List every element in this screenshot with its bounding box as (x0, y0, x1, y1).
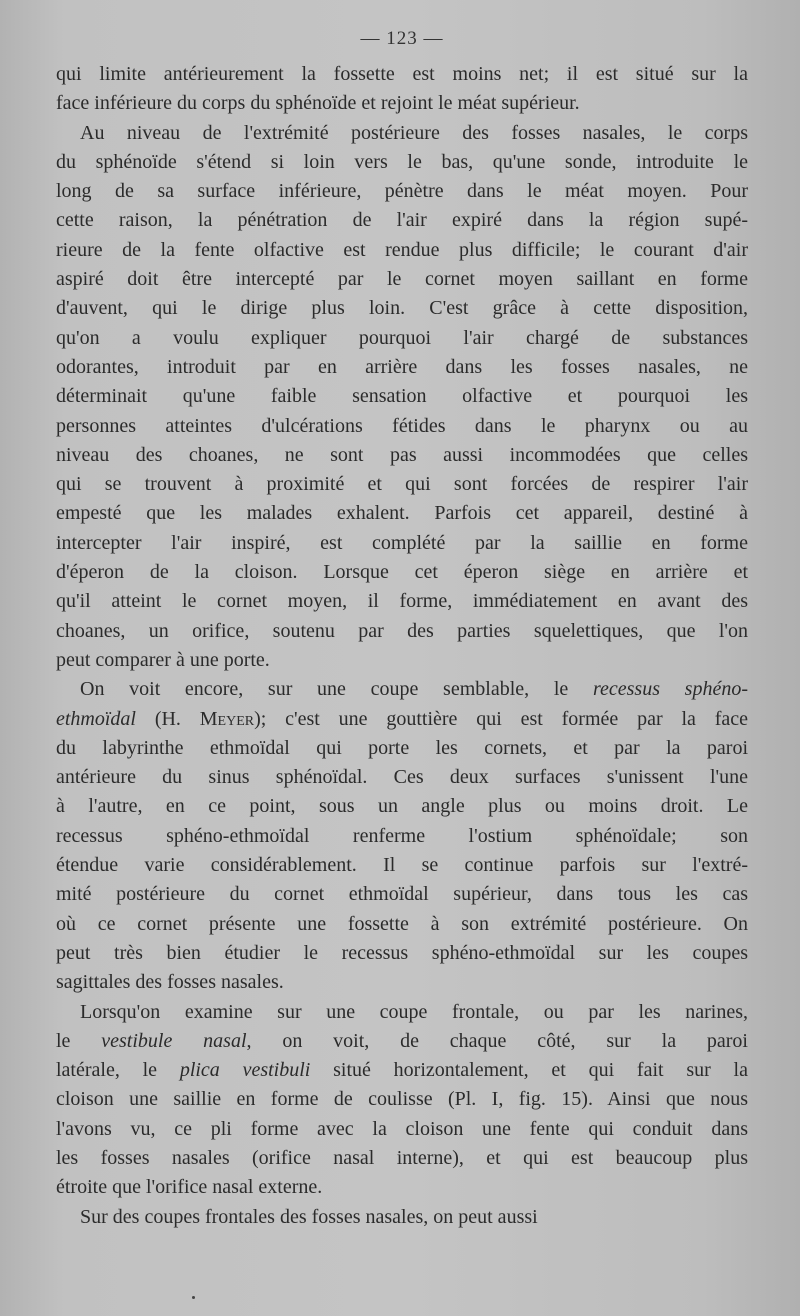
paragraph (56, 1203, 748, 1232)
text-line: qu'il atteint le cornet moyen, il forme, immédiatement en avant des (56, 590, 748, 613)
text-line: recessus sphéno-ethmoïdal renferme l'ostium sphénoïdale; son (56, 824, 748, 847)
text-line: cloison une saillie en forme de coulisse (Pl. I, fig. 15). Ainsi que nous (56, 1088, 748, 1111)
text-line: Au niveau de l'extrémité postérieure des fosses nasales, le corps (80, 121, 748, 144)
text-line: déterminait qu'une faible sensation olfactive et pourquoi les (56, 385, 748, 408)
text-line: niveau des choanes, ne sont pas aussi incommodées que celles (56, 443, 748, 466)
text-line: aspiré doit être intercepté par le cornet moyen saillant en forme (56, 268, 748, 291)
text-line: qu'on a voulu expliquer pourquoi l'air chargé de substances (56, 326, 748, 349)
ink-speck (192, 1296, 195, 1299)
paragraph (56, 119, 748, 676)
text-line: l'avons vu, ce pli forme avec la cloison une fente qui conduit dans (56, 1117, 748, 1140)
paragraph (56, 998, 748, 1203)
text-line: rieure de la fente olfactive est rendue plus difficile; le courant d'air (56, 238, 748, 261)
text-line: d'éperon de la cloison. Lorsque cet éperon siège en arrière et (56, 561, 748, 584)
text-line: choanes, un orifice, soutenu par des parties squelettiques, que l'on (56, 619, 748, 642)
text-line: d'auvent, qui le dirige plus loin. C'est grâce à cette disposition, (56, 297, 748, 320)
text-line: Lorsqu'on examine sur une coupe frontale, ou par les narines, (80, 1000, 748, 1023)
text-line: étroite que l'orifice nasal externe. (56, 1176, 323, 1199)
text-line: On voit encore, sur une coupe semblable, le recessus sphéno- (80, 678, 748, 701)
text-line: long de sa surface inférieure, pénètre dans le méat moyen. Pour (56, 180, 748, 203)
text-line: étendue varie considérablement. Il se continue parfois sur l'extré- (56, 854, 748, 877)
text-line: antérieure du sinus sphénoïdal. Ces deux surfaces s'unissent l'une (56, 766, 748, 789)
text-line: mité postérieure du cornet ethmoïdal supérieur, dans tous les cas (56, 883, 748, 906)
text-line: ethmoïdal (H. Meyer); c'est une gouttière qui est formée par la face (56, 707, 748, 730)
body-text (56, 60, 748, 1232)
text-line: peut comparer à une porte. (56, 648, 270, 671)
text-line: du sphénoïde s'étend si loin vers le bas, qu'une sonde, introduite le (56, 150, 748, 173)
text-line: personnes atteintes d'ulcérations fétides dans le pharynx ou au (56, 414, 748, 437)
page-number: — 123 — (360, 28, 444, 49)
text-line: face inférieure du corps du sphénoïde et rejoint le méat supérieur. (56, 92, 580, 115)
text-line: les fosses nasales (orifice nasal interne), et qui est beaucoup plus (56, 1146, 748, 1169)
paragraph (56, 675, 748, 997)
text-line: du labyrinthe ethmoïdal qui porte les cornets, et par la paroi (56, 736, 748, 759)
text-line: qui limite antérieurement la fossette est moins net; il est situé sur la (56, 63, 748, 85)
text-line: peut très bien étudier le recessus sphéno-ethmoïdal sur les coupes (56, 941, 748, 964)
text-line: le vestibule nasal, on voit, de chaque côté, sur la paroi (56, 1029, 748, 1052)
text-line: intercepter l'air inspiré, est complété par la saillie en forme (56, 531, 748, 554)
text-line: latérale, le plica vestibuli situé horizontalement, et qui fait sur la (56, 1059, 748, 1082)
text-line: Sur des coupes frontales des fosses nasales, on peut aussi (80, 1205, 538, 1228)
text-line: cette raison, la pénétration de l'air expiré dans la région supé- (56, 209, 748, 232)
text-line: odorantes, introduit par en arrière dans les fosses nasales, ne (56, 355, 748, 378)
text-line: où ce cornet présente une fossette à son extrémité postérieure. On (56, 912, 748, 935)
text-line: empesté que les malades exhalent. Parfois cet appareil, destiné à (56, 502, 748, 525)
text-line: à l'autre, en ce point, sous un angle plus ou moins droit. Le (56, 795, 748, 818)
text-line: qui se trouvent à proximité et qui sont forcées de respirer l'air (56, 473, 748, 496)
text-line: sagittales des fosses nasales. (56, 971, 284, 994)
paragraph (56, 60, 748, 119)
